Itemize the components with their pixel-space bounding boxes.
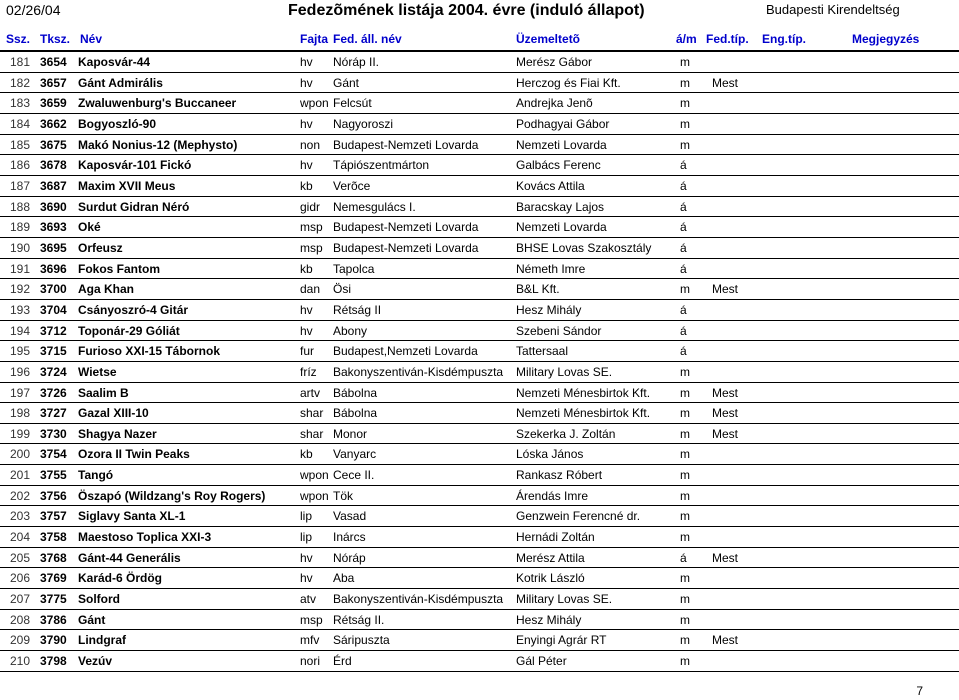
row-am: m xyxy=(680,447,690,462)
table-row xyxy=(0,197,959,218)
row-tksz: 3700 xyxy=(40,282,67,297)
table-row xyxy=(0,114,959,135)
row-operator: Herczog és Fiai Kft. xyxy=(516,75,621,90)
row-am: á xyxy=(680,178,687,193)
row-tksz: 3712 xyxy=(40,323,67,338)
row-ssz: 199 xyxy=(10,426,31,441)
row-tksz: 3755 xyxy=(40,468,67,483)
row-tksz: 3757 xyxy=(40,509,67,524)
row-ssz: 184 xyxy=(10,116,31,131)
row-am: m xyxy=(680,530,690,545)
row-am: m xyxy=(680,633,690,648)
row-horse-name: Gánt-44 Generális xyxy=(78,550,181,565)
row-station-name: Vasad xyxy=(333,509,367,524)
row-breed: hv xyxy=(300,116,313,131)
row-station-name: Cece II. xyxy=(333,468,375,483)
row-am: m xyxy=(680,116,690,131)
row-tksz: 3727 xyxy=(40,406,67,421)
column-header-megjegyzes: Megjegyzés xyxy=(852,32,920,46)
row-tksz: 3657 xyxy=(40,75,67,90)
table-row xyxy=(0,403,959,424)
row-tksz: 3775 xyxy=(40,592,67,607)
row-operator: Merész Attila xyxy=(516,550,585,565)
row-station-name: Verõce xyxy=(333,178,371,193)
row-operator: Enyingi Agrár RT xyxy=(516,633,607,648)
row-horse-name: Lindgraf xyxy=(78,633,126,648)
row-operator: Military Lovas SE. xyxy=(516,364,613,379)
table-row xyxy=(0,589,959,610)
row-breed: dan xyxy=(300,282,321,297)
row-am: m xyxy=(680,426,690,441)
row-tksz: 3756 xyxy=(40,488,67,503)
row-ssz: 197 xyxy=(10,385,31,400)
row-station-name: Tápiószentmárton xyxy=(333,158,430,173)
row-ssz: 182 xyxy=(10,75,31,90)
row-ssz: 202 xyxy=(10,488,31,503)
row-station-name: Sáripuszta xyxy=(333,633,390,648)
column-header-fed-tip: Fed.típ. xyxy=(706,32,749,46)
column-header-eng-tip: Eng.típ. xyxy=(762,32,806,46)
row-breed: shar xyxy=(300,406,324,421)
row-horse-name: Surdut Gidran Néró xyxy=(78,199,190,214)
row-breed: kb xyxy=(300,261,313,276)
row-fed-type: Mest xyxy=(712,426,739,441)
table-row xyxy=(0,93,959,114)
row-ssz: 200 xyxy=(10,447,31,462)
row-tksz: 3715 xyxy=(40,344,67,359)
row-am: m xyxy=(680,592,690,607)
row-tksz: 3786 xyxy=(40,612,67,627)
row-ssz: 205 xyxy=(10,550,31,565)
row-breed: msp xyxy=(300,220,323,235)
page-number: 7 xyxy=(916,684,923,698)
document-title: Fedezõmének listája 2004. évre (induló állapot) xyxy=(288,2,645,19)
table-row xyxy=(0,568,959,589)
row-station-name: Nóráp II. xyxy=(333,55,380,69)
table-row xyxy=(0,362,959,383)
column-header-fajta: Fajta xyxy=(300,32,329,46)
stallion-table-body xyxy=(0,52,959,672)
row-am: m xyxy=(680,96,690,111)
row-operator: Kovács Attila xyxy=(516,178,585,193)
row-breed: mfv xyxy=(300,633,320,648)
row-tksz: 3704 xyxy=(40,302,67,317)
row-breed: fur xyxy=(300,344,315,359)
row-am: m xyxy=(680,55,690,69)
table-row xyxy=(0,383,959,404)
row-operator: Merész Gábor xyxy=(516,55,593,69)
row-station-name: Nagyoroszi xyxy=(333,116,394,131)
row-breed: non xyxy=(300,137,321,152)
row-station-name: Érd xyxy=(333,654,352,669)
row-station-name: Budapest-Nemzeti Lovarda xyxy=(333,240,479,255)
row-fed-type: Mest xyxy=(712,385,739,400)
row-breed: hv xyxy=(300,55,313,69)
row-tksz: 3790 xyxy=(40,633,67,648)
row-am: á xyxy=(680,240,687,255)
row-breed: hv xyxy=(300,323,313,338)
row-fed-type: Mest xyxy=(712,550,739,565)
row-station-name: Nóráp xyxy=(333,550,366,565)
row-breed: wpon xyxy=(300,96,329,111)
row-horse-name: Shagya Nazer xyxy=(78,426,157,441)
row-tksz: 3798 xyxy=(40,654,67,669)
row-am: m xyxy=(680,509,690,524)
row-breed: fríz xyxy=(300,364,317,379)
row-ssz: 183 xyxy=(10,96,31,111)
column-header-tksz: Tksz. xyxy=(40,32,71,46)
table-row xyxy=(0,424,959,445)
row-operator: Tattersaal xyxy=(516,344,569,359)
row-ssz: 207 xyxy=(10,592,31,607)
row-breed: hv xyxy=(300,302,313,317)
row-ssz: 203 xyxy=(10,509,31,524)
table-row xyxy=(0,135,959,156)
row-horse-name: Vezúv xyxy=(78,654,113,669)
row-fed-type: Mest xyxy=(712,75,739,90)
table-row xyxy=(0,651,959,672)
row-breed: kb xyxy=(300,447,313,462)
row-tksz: 3724 xyxy=(40,364,67,379)
row-am: m xyxy=(680,75,690,90)
row-tksz: 3654 xyxy=(40,55,67,69)
table-row xyxy=(0,444,959,465)
row-operator: Rankasz Róbert xyxy=(516,468,603,483)
table-row xyxy=(0,548,959,569)
row-ssz: 208 xyxy=(10,612,31,627)
row-breed: lip xyxy=(300,509,313,524)
table-row xyxy=(0,506,959,527)
row-am: á xyxy=(680,220,687,235)
row-breed: hv xyxy=(300,571,313,586)
row-operator: Nemzeti Lovarda xyxy=(516,137,607,152)
row-am: m xyxy=(680,364,690,379)
row-ssz: 196 xyxy=(10,364,31,379)
row-tksz: 3690 xyxy=(40,199,67,214)
row-fed-type: Mest xyxy=(712,633,739,648)
row-am: m xyxy=(680,406,690,421)
row-am: m xyxy=(680,385,690,400)
table-row xyxy=(0,465,959,486)
row-ssz: 192 xyxy=(10,282,31,297)
table-row xyxy=(0,527,959,548)
row-breed: hv xyxy=(300,158,313,173)
row-horse-name: Gánt xyxy=(78,612,106,627)
row-station-name: Gánt xyxy=(333,75,360,90)
row-horse-name: Maestoso Toplica XXI-3 xyxy=(78,530,212,545)
row-operator: Lóska János xyxy=(516,447,584,462)
row-tksz: 3769 xyxy=(40,571,67,586)
row-am: m xyxy=(680,571,690,586)
row-station-name: Monor xyxy=(333,426,368,441)
row-ssz: 198 xyxy=(10,406,31,421)
table-row xyxy=(0,238,959,259)
row-tksz: 3695 xyxy=(40,240,67,255)
row-breed: artv xyxy=(300,385,321,400)
row-horse-name: Karád-6 Ördög xyxy=(78,571,163,586)
row-horse-name: Solford xyxy=(78,592,120,607)
row-tksz: 3726 xyxy=(40,385,67,400)
row-operator: Andrejka Jenõ xyxy=(516,96,593,111)
row-breed: hv xyxy=(300,75,313,90)
table-row xyxy=(0,341,959,362)
row-ssz: 188 xyxy=(10,199,31,214)
row-station-name: Vanyarc xyxy=(333,447,377,462)
row-horse-name: Gazal XIII-10 xyxy=(78,406,149,421)
row-operator: Árendás Imre xyxy=(516,488,589,503)
row-breed: gidr xyxy=(300,199,321,214)
column-header-nev: Név xyxy=(80,32,103,46)
row-station-name: Felcsút xyxy=(333,96,372,111)
table-row xyxy=(0,300,959,321)
title-bar xyxy=(0,0,959,28)
organization-name: Budapesti Kirendeltség xyxy=(766,2,900,17)
row-tksz: 3693 xyxy=(40,220,67,235)
row-horse-name: Siglavy Santa XL-1 xyxy=(78,509,186,524)
row-operator: Hesz Mihály xyxy=(516,612,582,627)
row-tksz: 3678 xyxy=(40,158,67,173)
row-operator: Genzwein Ferencné dr. xyxy=(516,509,641,524)
row-horse-name: Bogyoszló-90 xyxy=(78,116,157,131)
row-station-name: Bábolna xyxy=(333,406,378,421)
row-am: m xyxy=(680,612,690,627)
row-operator: Hernádi Zoltán xyxy=(516,530,595,545)
row-am: m xyxy=(680,654,690,669)
row-station-name: Rétság II. xyxy=(333,612,385,627)
table-row xyxy=(0,630,959,651)
row-horse-name: Makó Nonius-12 (Mephysto) xyxy=(78,137,238,152)
table-row xyxy=(0,52,959,73)
row-ssz: 186 xyxy=(10,158,31,173)
row-tksz: 3662 xyxy=(40,116,67,131)
row-horse-name: Gánt Admirális xyxy=(78,75,163,90)
row-breed: msp xyxy=(300,240,323,255)
row-breed: lip xyxy=(300,530,313,545)
row-operator: Gál Péter xyxy=(516,654,567,669)
row-horse-name: Saalim B xyxy=(78,385,129,400)
column-header-row xyxy=(0,28,959,52)
row-operator: Németh Imre xyxy=(516,261,586,276)
column-header-uzemelteto: Üzemeltetõ xyxy=(516,32,581,46)
row-station-name: Ösi xyxy=(333,282,351,297)
row-station-name: Bakonyszentiván-Kisdémpuszta xyxy=(333,592,504,607)
row-station-name: Aba xyxy=(333,571,355,586)
row-operator: B&L Kft. xyxy=(516,282,560,297)
row-tksz: 3687 xyxy=(40,178,67,193)
row-fed-type: Mest xyxy=(712,282,739,297)
table-row xyxy=(0,259,959,280)
row-am: á xyxy=(680,158,687,173)
row-ssz: 193 xyxy=(10,302,31,317)
row-ssz: 191 xyxy=(10,261,31,276)
column-header-am: á/m xyxy=(676,32,697,46)
table-row xyxy=(0,610,959,631)
row-station-name: Budapest-Nemzeti Lovarda xyxy=(333,137,479,152)
row-operator: Nemzeti Ménesbirtok Kft. xyxy=(516,406,651,421)
row-am: á xyxy=(680,261,687,276)
row-ssz: 189 xyxy=(10,220,31,235)
row-ssz: 190 xyxy=(10,240,31,255)
row-operator: Nemzeti Lovarda xyxy=(516,220,607,235)
row-operator: Nemzeti Ménesbirtok Kft. xyxy=(516,385,651,400)
row-horse-name: Ozora II Twin Peaks xyxy=(78,447,190,462)
row-tksz: 3758 xyxy=(40,530,67,545)
row-horse-name: Öszapó (Wildzang's Roy Rogers) xyxy=(78,488,266,503)
row-breed: nori xyxy=(300,654,321,669)
row-breed: shar xyxy=(300,426,324,441)
row-ssz: 195 xyxy=(10,344,31,359)
table-row xyxy=(0,217,959,238)
row-horse-name: Wietse xyxy=(78,364,117,379)
row-ssz: 201 xyxy=(10,468,31,483)
row-ssz: 210 xyxy=(10,654,31,669)
row-horse-name: Aga Khan xyxy=(78,282,135,297)
row-am: m xyxy=(680,137,690,152)
row-am: á xyxy=(680,550,687,565)
row-breed: hv xyxy=(300,550,313,565)
row-tksz: 3754 xyxy=(40,447,67,462)
row-ssz: 209 xyxy=(10,633,31,648)
row-operator: Galbács Ferenc xyxy=(516,158,601,173)
row-station-name: Bakonyszentiván-Kisdémpuszta xyxy=(333,364,504,379)
row-ssz: 194 xyxy=(10,323,31,338)
row-ssz: 204 xyxy=(10,530,31,545)
row-operator: Szekerka J. Zoltán xyxy=(516,426,616,441)
row-tksz: 3659 xyxy=(40,96,67,111)
table-row xyxy=(0,279,959,300)
column-header-fed-all-nev: Fed. áll. név xyxy=(333,32,402,46)
row-station-name: Rétság II xyxy=(333,302,382,317)
row-breed: wpon xyxy=(300,488,329,503)
row-am: m xyxy=(680,488,690,503)
row-operator: Baracskay Lajos xyxy=(516,199,605,214)
row-am: m xyxy=(680,468,690,483)
row-ssz: 206 xyxy=(10,571,31,586)
row-tksz: 3730 xyxy=(40,426,67,441)
row-horse-name: Oké xyxy=(78,220,101,235)
document-date: 02/26/04 xyxy=(6,2,61,18)
row-am: m xyxy=(680,282,690,297)
row-ssz: 185 xyxy=(10,137,31,152)
row-station-name: Budapest-Nemzeti Lovarda xyxy=(333,220,479,235)
row-ssz: 187 xyxy=(10,178,31,193)
row-station-name: Nemesgulács I. xyxy=(333,199,416,214)
row-breed: wpon xyxy=(300,468,329,483)
row-tksz: 3768 xyxy=(40,550,67,565)
row-breed: atv xyxy=(300,592,317,607)
row-horse-name: Kaposvár-44 xyxy=(78,55,151,69)
row-operator: Szebeni Sándor xyxy=(516,323,602,338)
row-am: á xyxy=(680,199,687,214)
row-horse-name: Fokos Fantom xyxy=(78,261,161,276)
column-header-ssz: Ssz. xyxy=(6,32,31,46)
table-row xyxy=(0,155,959,176)
row-horse-name: Tangó xyxy=(78,468,114,483)
row-horse-name: Orfeusz xyxy=(78,240,123,255)
row-station-name: Tök xyxy=(333,488,354,503)
row-operator: BHSE Lovas Szakosztály xyxy=(516,240,652,255)
row-am: á xyxy=(680,323,687,338)
row-station-name: Inárcs xyxy=(333,530,366,545)
row-tksz: 3675 xyxy=(40,137,67,152)
table-row xyxy=(0,486,959,507)
row-breed: kb xyxy=(300,178,313,193)
row-horse-name: Csányoszró-4 Gitár xyxy=(78,302,189,317)
row-horse-name: Zwaluwenburg's Buccaneer xyxy=(78,96,237,111)
row-operator: Kotrik László xyxy=(516,571,585,586)
row-horse-name: Toponár-29 Góliát xyxy=(78,323,180,338)
row-ssz: 181 xyxy=(10,55,31,69)
row-station-name: Bábolna xyxy=(333,385,378,400)
row-fed-type: Mest xyxy=(712,406,739,421)
row-operator: Military Lovas SE. xyxy=(516,592,613,607)
row-breed: msp xyxy=(300,612,323,627)
row-horse-name: Furioso XXI-15 Tábornok xyxy=(78,344,221,359)
table-row xyxy=(0,73,959,94)
table-row xyxy=(0,176,959,197)
row-operator: Hesz Mihály xyxy=(516,302,582,317)
row-station-name: Budapest,Nemzeti Lovarda xyxy=(333,344,478,359)
row-horse-name: Maxim XVII Meus xyxy=(78,178,176,193)
row-station-name: Tapolca xyxy=(333,261,375,276)
row-station-name: Abony xyxy=(333,323,368,338)
row-am: á xyxy=(680,344,687,359)
row-tksz: 3696 xyxy=(40,261,67,276)
row-horse-name: Kaposvár-101 Fickó xyxy=(78,158,192,173)
row-operator: Podhagyai Gábor xyxy=(516,116,610,131)
row-am: á xyxy=(680,302,687,317)
table-row xyxy=(0,321,959,342)
